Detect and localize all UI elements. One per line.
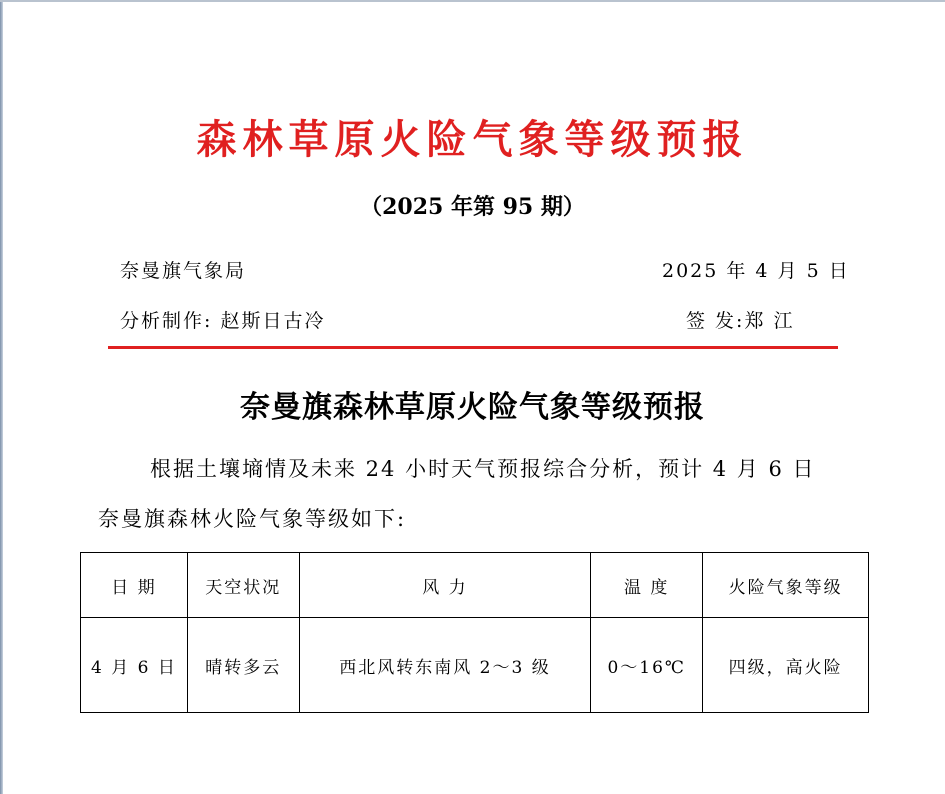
issuing-organization: 奈曼旗气象局 [120,260,247,282]
author-line: 分析制作: 赵斯日古冷 [120,310,326,332]
intro-paragraph-line-1: 根据土壤墒情及未来 24 小时天气预报综合分析，预计 4 月 6 日 [150,457,816,481]
table-header-row [81,553,869,618]
issue-date: 2025 年 4 月 5 日 [662,260,850,282]
cell-sky: 晴转多云 [187,618,299,713]
header-date: 日 期 [81,553,188,618]
forecast-table [80,552,869,713]
header-temperature: 温 度 [591,553,703,618]
page-top-edge [0,0,945,2]
signer-line: 签 发:郑 江 [686,310,795,332]
issue-number: （2025 年第 95 期） [360,194,585,220]
cell-date: 4 月 6 日 [81,618,188,713]
cell-wind: 西北风转东南风 2～3 级 [299,618,591,713]
intro-paragraph-line-2: 奈曼旗森林火险气象等级如下: [98,507,407,531]
header-sky: 天空状况 [187,553,299,618]
header-divider [108,346,838,349]
forecast-subtitle: 奈曼旗森林草原火险气象等级预报 [240,390,705,425]
header-fire-level: 火险气象等级 [703,553,869,618]
table-row [81,618,869,713]
header-wind: 风 力 [299,553,591,618]
document-title: 森林草原火险气象等级预报 [196,116,749,163]
cell-temperature: 0～16℃ [591,618,703,713]
cell-fire-level: 四级，高火险 [703,618,869,713]
